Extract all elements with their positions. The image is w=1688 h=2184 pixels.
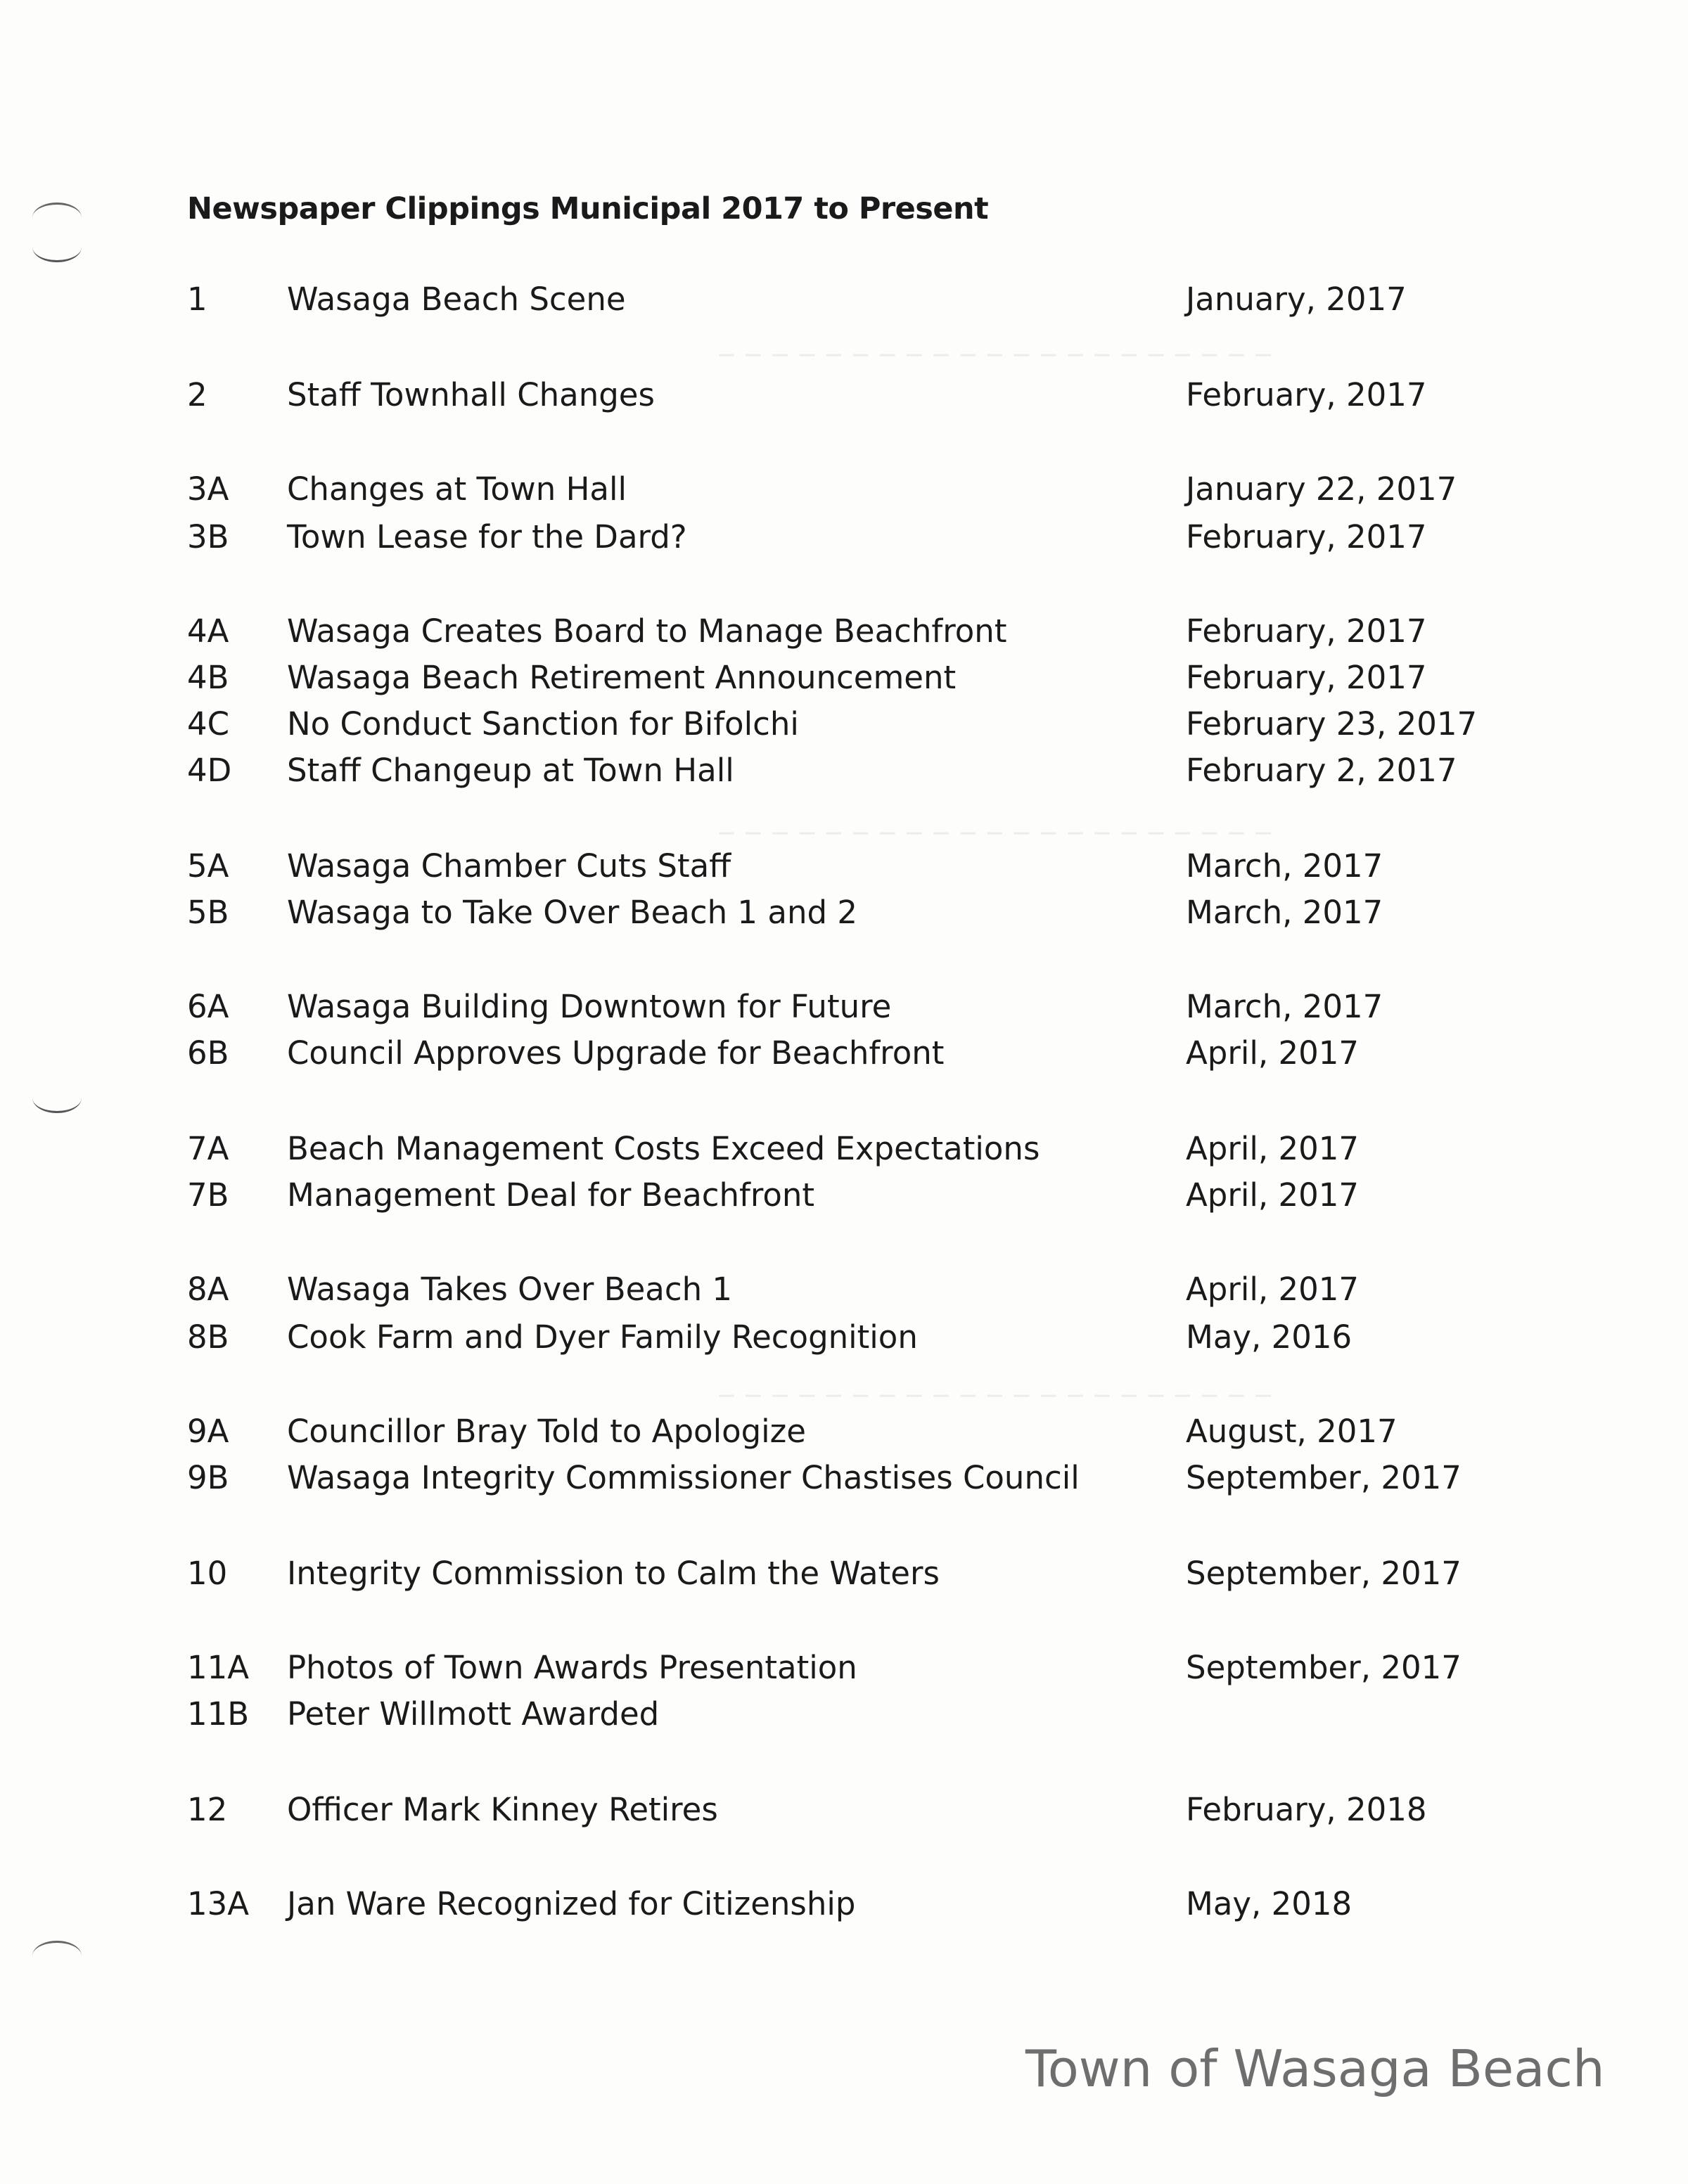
entry-number: 4D [187,752,232,789]
entry-number: 6A [187,988,229,1025]
entry-number: 5B [187,894,229,931]
entry-number: 10 [187,1555,228,1592]
entry-date: March, 2017 [1186,988,1383,1025]
entry-number: 13A [187,1885,250,1922]
entry-title: Town Lease for the Dard? [287,518,687,555]
entry-title: Wasaga Chamber Cuts Staff [287,847,731,885]
entry-title: Management Deal for Beachfront [287,1176,815,1214]
entry-title: Wasaga Integrity Commissioner Chastises Council [287,1459,1080,1496]
entry-title: Photos of Town Awards Presentation [287,1649,857,1686]
entry-number: 4C [187,705,230,743]
entry-number: 2 [187,376,207,413]
bleed-through-texture: ‒ ‒ ‒ ‒ ‒ ‒ ‒ ‒ ‒ ‒ ‒ ‒ ‒ ‒ ‒ ‒ ‒ ‒ ‒ ‒ ‒ [717,816,1272,848]
entry-number: 1 [187,281,207,318]
bleed-through-texture: ‒ ‒ ‒ ‒ ‒ ‒ ‒ ‒ ‒ ‒ ‒ ‒ ‒ ‒ ‒ ‒ ‒ ‒ ‒ ‒ ‒ [717,1378,1272,1411]
entry-date: February, 2017 [1186,612,1427,650]
entry-number: 7A [187,1130,229,1167]
entry-title: Wasaga Takes Over Beach 1 [287,1271,733,1308]
entry-title: Staff Changeup at Town Hall [287,752,734,789]
entry-date: April, 2017 [1186,1271,1359,1308]
document-title: Newspaper Clippings Municipal 2017 to Present [187,191,989,226]
entry-date: September, 2017 [1186,1649,1462,1686]
entry-number: 11B [187,1695,250,1733]
entry-title: Jan Ware Recognized for Citizenship [287,1885,856,1922]
entry-title: Wasaga Creates Board to Manage Beachfront [287,612,1007,650]
entry-number: 7B [187,1176,229,1214]
entry-date: April, 2017 [1186,1176,1359,1214]
entry-date: September, 2017 [1186,1555,1462,1592]
punch-hole-mark [32,1083,82,1113]
entry-date: February, 2017 [1186,518,1427,555]
entry-number: 8B [187,1318,229,1356]
entry-number: 3A [187,470,229,508]
entry-number: 9A [187,1413,229,1450]
entry-title: Peter Willmott Awarded [287,1695,660,1733]
entry-number: 6B [187,1034,229,1072]
entry-title: Officer Mark Kinney Retires [287,1791,718,1828]
entry-date: February, 2017 [1186,376,1427,413]
entry-number: 12 [187,1791,228,1828]
entry-date: April, 2017 [1186,1034,1359,1072]
punch-hole-mark [32,232,82,262]
entry-date: January 22, 2017 [1186,470,1457,508]
entry-title: No Conduct Sanction for Bifolchi [287,705,799,743]
entry-title: Changes at Town Hall [287,470,627,508]
entry-title: Cook Farm and Dyer Family Recognition [287,1318,918,1356]
entry-number: 4A [187,612,229,650]
punch-hole-mark [32,1941,82,1971]
entry-title: Staff Townhall Changes [287,376,655,413]
entry-number: 4B [187,659,229,696]
entry-date: March, 2017 [1186,894,1383,931]
entry-number: 11A [187,1649,250,1686]
entry-title: Integrity Commission to Calm the Waters [287,1555,940,1592]
entry-title: Council Approves Upgrade for Beachfront [287,1034,945,1072]
entry-title: Wasaga to Take Over Beach 1 and 2 [287,894,857,931]
entry-title: Councillor Bray Told to Apologize [287,1413,806,1450]
entry-date: May, 2018 [1186,1885,1353,1922]
entry-title: Wasaga Beach Scene [287,281,626,318]
entry-number: 5A [187,847,229,885]
entry-number: 8A [187,1271,229,1308]
entry-number: 9B [187,1459,229,1496]
entry-date: February, 2018 [1186,1791,1427,1828]
entry-date: September, 2017 [1186,1459,1462,1496]
footer-watermark: Town of Wasaga Beach [1025,2039,1605,2098]
entry-date: March, 2017 [1186,847,1383,885]
entry-date: February 2, 2017 [1186,752,1457,789]
entry-date: January, 2017 [1186,281,1407,318]
entry-date: April, 2017 [1186,1130,1359,1167]
entry-number: 3B [187,518,229,555]
entry-date: February, 2017 [1186,659,1427,696]
entry-title: Beach Management Costs Exceed Expectations [287,1130,1040,1167]
bleed-through-texture: ‒ ‒ ‒ ‒ ‒ ‒ ‒ ‒ ‒ ‒ ‒ ‒ ‒ ‒ ‒ ‒ ‒ ‒ ‒ ‒ ‒ [717,338,1272,370]
entry-date: February 23, 2017 [1186,705,1478,743]
entry-title: Wasaga Beach Retirement Announcement [287,659,957,696]
punch-hole-mark [32,203,82,233]
entry-date: August, 2017 [1186,1413,1398,1450]
entry-title: Wasaga Building Downtown for Future [287,988,892,1025]
entry-date: May, 2016 [1186,1318,1353,1356]
